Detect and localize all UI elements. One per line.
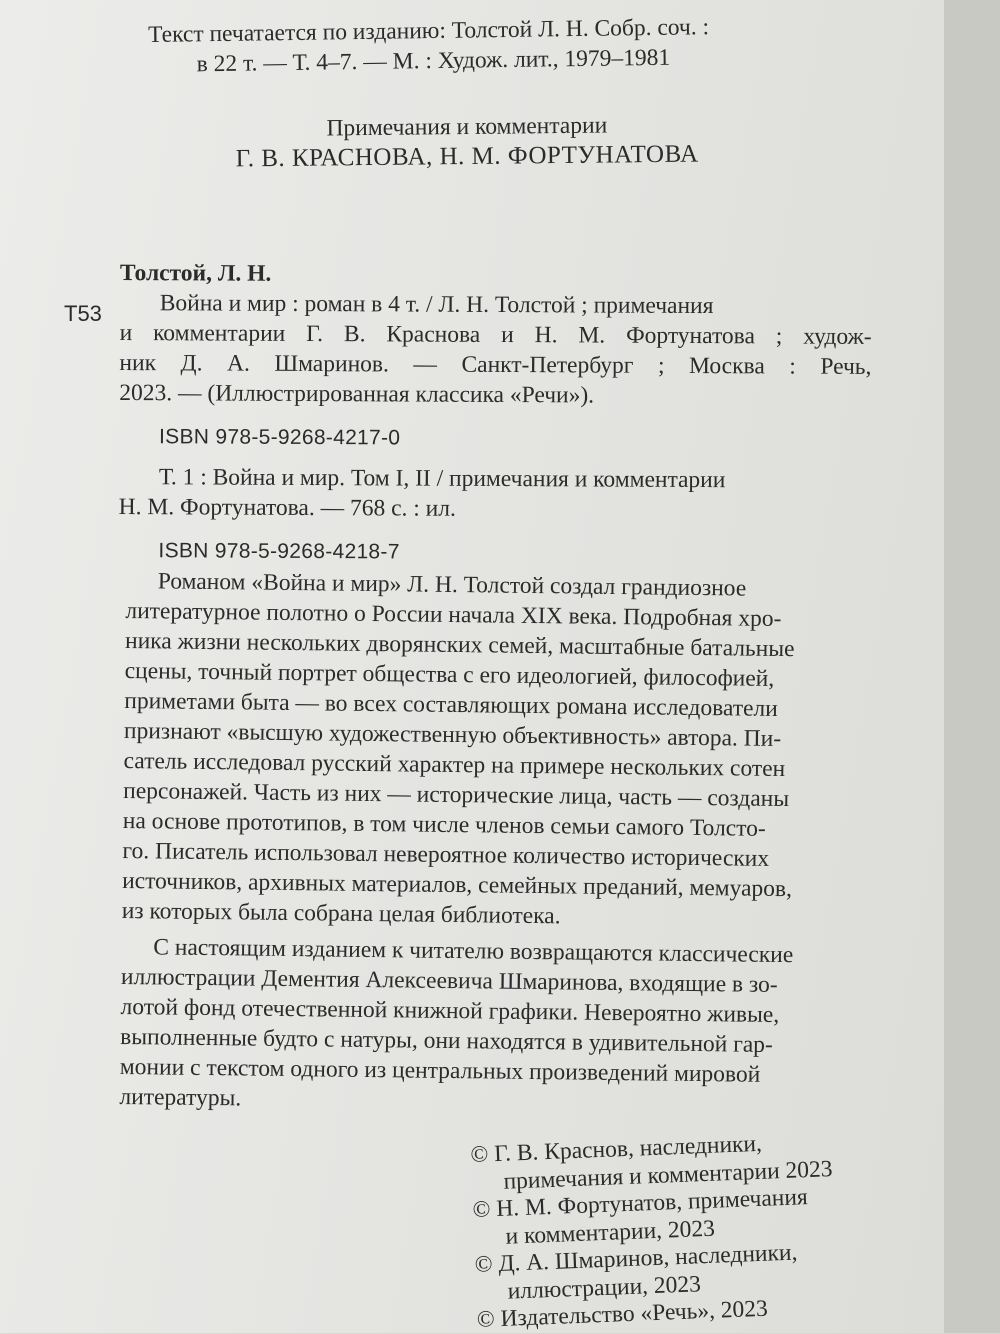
copyright-line: © Г. В. Краснов, наследники, [470,1130,763,1168]
copyright-block [470,1126,887,1334]
notes-label: Примечания и комментарии [326,112,608,142]
author-heading: Толстой, Л. Н. [119,259,272,287]
page-edge [944,0,1000,1333]
copyright-line: © Издательство «Речь», 2023 [476,1295,769,1333]
bibl-line: ник Д. А. Шмаринов. — Санкт-Петербург ; Москва : Речь, [119,349,872,380]
isbn-volume: ISBN 978-5-9268-4218-7 [158,539,400,564]
bibliographic-record [118,258,880,570]
annotation-line: выполненные будто с натуры, они находятся в удивительной гар- [120,1023,773,1058]
annotation-line: источников, архивных материалов, семейных преданий, мемуаров, [121,867,793,903]
bibl-line: 2023. — (Иллюстрированная классика «Речи»). [119,379,595,409]
annotation-line: из которых была собрана целая библиотека. [121,897,561,930]
annotation-line: приметами быта — во всех составляющих романа исследователи [124,687,778,722]
annotation [119,566,876,1127]
copyright-line: иллюстрации, 2023 [507,1270,702,1305]
annotation-paragraph-2 [119,932,871,1121]
annotation-line: Романом «Война и мир» Л. Н. Толстой создал грандиозное [157,568,747,602]
bibl-line: и комментарии Г. В. Краснова и Н. М. Фортунатова ; худож- [119,319,872,350]
copyright-line: © Н. М. Фортунатов, примечания [472,1184,809,1223]
volume-line: Т. 1 : Война и мир. Том I, II / примечания и комментарии [158,464,726,494]
annotation-line: монии с текстом одного из центральных произведений мировой [119,1053,761,1088]
notes-credit [214,109,721,174]
bibliographic-description [119,288,880,412]
annotation-line: литературы. [119,1083,242,1112]
annotation-line: го. Писатель использовал невероятное количество исторических [122,837,770,872]
source-line-2: в 22 т. — Т. 4–7. — М. : Худож. лит., 1979–1981 [196,44,671,78]
annotation-line: признают «высшую художественную объективность» автора. Пи- [123,717,782,753]
annotation-line: сцены, точный портрет общества с его идеологией, философией, [124,657,775,692]
annotation-line: ника жизни нескольких дворянских семей, масштабные батальные [124,627,795,663]
annotation-paragraph-1 [122,566,876,935]
annotation-line: литературное полотно о России начала XIX века. Подробная хро- [125,597,782,633]
classification-code: Т53 [64,301,102,326]
copyright-line: примечания и комментарии 2023 [503,1155,833,1195]
source-edition-note [148,12,710,80]
annotation-line: иллюстрации Дементия Алексеевича Шмаринова, входящие в зо- [120,963,778,998]
source-line-1: Текст печатается по изданию: Толстой Л. Н. Собр. соч. : [148,14,710,48]
annotation-line: персонажей. Часть из них — исторические лица, часть — созданы [123,777,790,813]
annotation-line: лотой фонд отечественной книжной графики. Невероятно живые, [120,993,780,1029]
bibl-line: Война и мир : роман в 4 т. / Л. Н. Толстой ; примечания [159,290,714,320]
annotation-line: сатель исследовал русский характер на примере нескольких сотен [123,747,786,783]
annotation-line: С настоящим изданием к читателю возвращаются классические [153,934,794,969]
volume-description [119,462,879,526]
copyright-line: и комментарии, 2023 [505,1215,716,1250]
isbn-set: ISBN 978-5-9268-4217-0 [159,425,401,450]
copyright-line: © Д. А. Шмаринов, наследники, [474,1239,798,1278]
annotation-line: на основе прототипов, в том числе членов семьи самого Толсто- [122,807,766,842]
volume-line: Н. М. Фортунатова. — 768 с. : ил. [118,493,456,522]
notes-authors: Г. В. КРАСНОВА, Н. М. ФОРТУНАТОВА [235,140,699,173]
